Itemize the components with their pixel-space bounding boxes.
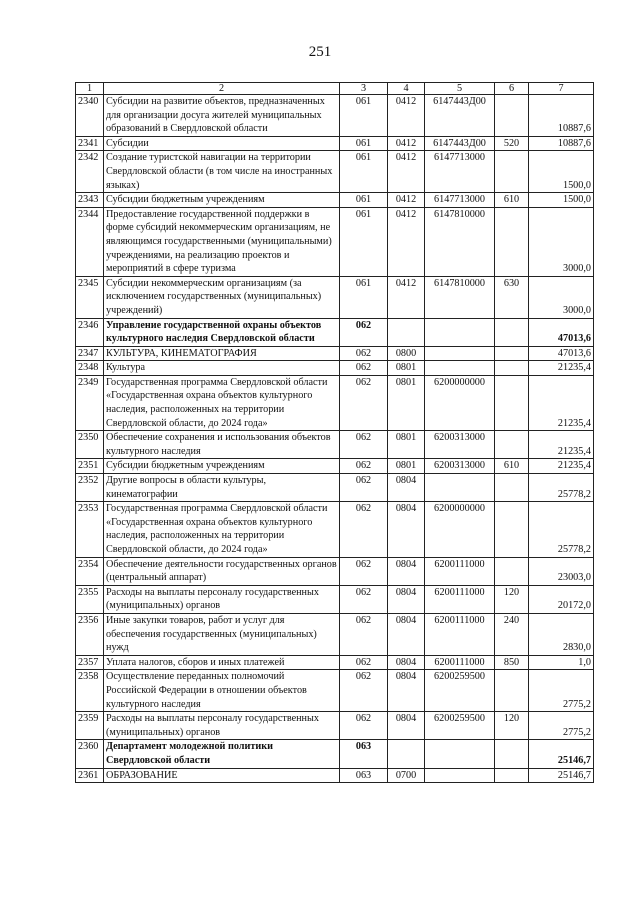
amount: 25778,2 [529, 502, 594, 557]
item-name: Субсидии некоммерческим организациям (за исключением государственных (муниципальных) учреждений) [104, 276, 340, 318]
amount: 21235,4 [529, 431, 594, 459]
row-number: 2343 [76, 193, 104, 208]
target-code: 6200313000 [425, 459, 495, 474]
expense-type-code: 120 [495, 585, 529, 613]
table-row [76, 276, 594, 318]
expense-type-code [495, 95, 529, 137]
target-code: 6200111000 [425, 585, 495, 613]
item-name: КУЛЬТУРА, КИНЕМАТОГРАФИЯ [104, 346, 340, 361]
expense-type-code [495, 768, 529, 783]
table-row [76, 151, 594, 193]
table-row [76, 207, 594, 276]
item-name: Государственная программа Свердловской области «Государственная охрана объектов культурного наследия, расположенных на территории Свердловской области, до 2024 года» [104, 502, 340, 557]
header-cell: 5 [425, 83, 495, 95]
table-row [76, 459, 594, 474]
ministry-code: 062 [340, 712, 388, 740]
amount: 25146,7 [529, 768, 594, 783]
ministry-code: 062 [340, 361, 388, 376]
amount: 1,0 [529, 655, 594, 670]
item-name: Департамент молодежной политики Свердловской области [104, 740, 340, 768]
amount: 3000,0 [529, 207, 594, 276]
page-number: 251 [308, 44, 332, 60]
section-code: 0804 [388, 670, 425, 712]
amount: 1500,0 [529, 151, 594, 193]
item-name: Расходы на выплаты персоналу государственных (муниципальных) органов [104, 712, 340, 740]
target-code [425, 474, 495, 502]
ministry-code: 062 [340, 585, 388, 613]
target-code [425, 768, 495, 783]
table-row [76, 136, 594, 151]
header-cell: 4 [388, 83, 425, 95]
ministry-code: 062 [340, 431, 388, 459]
expense-type-code: 520 [495, 136, 529, 151]
ministry-code: 061 [340, 136, 388, 151]
section-code: 0412 [388, 207, 425, 276]
table-row [76, 655, 594, 670]
amount: 2775,2 [529, 712, 594, 740]
target-code: 6200000000 [425, 375, 495, 430]
row-number: 2342 [76, 151, 104, 193]
amount: 10887,6 [529, 136, 594, 151]
item-name: Субсидии бюджетным учреждениям [104, 193, 340, 208]
row-number: 2352 [76, 474, 104, 502]
target-code [425, 318, 495, 346]
amount: 1500,0 [529, 193, 594, 208]
row-number: 2353 [76, 502, 104, 557]
table-row [76, 712, 594, 740]
amount: 47013,6 [529, 318, 594, 346]
expense-type-code [495, 207, 529, 276]
target-code [425, 740, 495, 768]
header-cell: 7 [529, 83, 594, 95]
section-code: 0801 [388, 375, 425, 430]
header-cell: 3 [340, 83, 388, 95]
table-row [76, 346, 594, 361]
section-code: 0801 [388, 361, 425, 376]
header-row [76, 83, 594, 95]
amount: 21235,4 [529, 375, 594, 430]
table-row [76, 318, 594, 346]
target-code: 6147443Д00 [425, 136, 495, 151]
amount: 21235,4 [529, 459, 594, 474]
section-code: 0804 [388, 613, 425, 655]
expense-type-code: 610 [495, 459, 529, 474]
expense-type-code [495, 502, 529, 557]
expense-type-code [495, 151, 529, 193]
expense-type-code [495, 431, 529, 459]
row-number: 2351 [76, 459, 104, 474]
row-number: 2355 [76, 585, 104, 613]
expense-type-code [495, 740, 529, 768]
ministry-code: 061 [340, 95, 388, 137]
amount: 2830,0 [529, 613, 594, 655]
table-row [76, 375, 594, 430]
item-name: Иные закупки товаров, работ и услуг для обеспечения государственных (муниципальных) нужд [104, 613, 340, 655]
row-number: 2348 [76, 361, 104, 376]
ministry-code: 063 [340, 768, 388, 783]
budget-table [75, 82, 594, 783]
ministry-code: 062 [340, 655, 388, 670]
target-code: 6147713000 [425, 193, 495, 208]
target-code [425, 346, 495, 361]
expense-type-code: 850 [495, 655, 529, 670]
table-row [76, 768, 594, 783]
target-code: 6200259500 [425, 712, 495, 740]
item-name: Расходы на выплаты персоналу государственных (муниципальных) органов [104, 585, 340, 613]
section-code [388, 318, 425, 346]
ministry-code: 062 [340, 375, 388, 430]
target-code: 6200313000 [425, 431, 495, 459]
ministry-code: 062 [340, 459, 388, 474]
target-code: 6147443Д00 [425, 95, 495, 137]
section-code: 0412 [388, 136, 425, 151]
expense-type-code [495, 670, 529, 712]
row-number: 2350 [76, 431, 104, 459]
ministry-code: 061 [340, 151, 388, 193]
target-code: 6147810000 [425, 276, 495, 318]
item-name: Субсидии [104, 136, 340, 151]
item-name: Субсидии на развитие объектов, предназначенных для организации досуга жителей муниципальных образований в Свердловской области [104, 95, 340, 137]
amount: 10887,6 [529, 95, 594, 137]
section-code: 0412 [388, 151, 425, 193]
expense-type-code [495, 474, 529, 502]
expense-type-code: 610 [495, 193, 529, 208]
amount: 25146,7 [529, 740, 594, 768]
ministry-code: 062 [340, 557, 388, 585]
header-cell: 6 [495, 83, 529, 95]
header-cell: 2 [104, 83, 340, 95]
section-code: 0801 [388, 459, 425, 474]
table-row [76, 431, 594, 459]
ministry-code: 062 [340, 613, 388, 655]
section-code: 0800 [388, 346, 425, 361]
table-row [76, 740, 594, 768]
table-row [76, 670, 594, 712]
ministry-code: 062 [340, 502, 388, 557]
target-code: 6200111000 [425, 557, 495, 585]
ministry-code: 062 [340, 474, 388, 502]
expense-type-code: 240 [495, 613, 529, 655]
row-number: 2354 [76, 557, 104, 585]
amount: 25778,2 [529, 474, 594, 502]
section-code: 0804 [388, 557, 425, 585]
amount: 2775,2 [529, 670, 594, 712]
amount: 23003,0 [529, 557, 594, 585]
section-code: 0804 [388, 655, 425, 670]
row-number: 2361 [76, 768, 104, 783]
ministry-code: 062 [340, 670, 388, 712]
row-number: 2341 [76, 136, 104, 151]
section-code [388, 740, 425, 768]
item-name: Государственная программа Свердловской области «Государственная охрана объектов культурного наследия, расположенных на территории Свердловской области, до 2024 года» [104, 375, 340, 430]
table-row [76, 557, 594, 585]
item-name: Создание туристской навигации на территории Свердловской области (в том числе на иностранных языках) [104, 151, 340, 193]
amount: 3000,0 [529, 276, 594, 318]
item-name: Культура [104, 361, 340, 376]
row-number: 2340 [76, 95, 104, 137]
amount: 47013,6 [529, 346, 594, 361]
ministry-code: 062 [340, 318, 388, 346]
row-number: 2349 [76, 375, 104, 430]
table-row [76, 361, 594, 376]
row-number: 2344 [76, 207, 104, 276]
ministry-code: 061 [340, 207, 388, 276]
section-code: 0700 [388, 768, 425, 783]
section-code: 0804 [388, 712, 425, 740]
target-code: 6200000000 [425, 502, 495, 557]
ministry-code: 063 [340, 740, 388, 768]
target-code: 6147810000 [425, 207, 495, 276]
amount: 21235,4 [529, 361, 594, 376]
table-row [76, 193, 594, 208]
amount: 20172,0 [529, 585, 594, 613]
ministry-code: 061 [340, 276, 388, 318]
table-row [76, 95, 594, 137]
target-code: 6200111000 [425, 655, 495, 670]
item-name: Обеспечение деятельности государственных органов (центральный аппарат) [104, 557, 340, 585]
item-name: ОБРАЗОВАНИЕ [104, 768, 340, 783]
item-name: Обеспечение сохранения и использования объектов культурного наследия [104, 431, 340, 459]
item-name: Уплата налогов, сборов и иных платежей [104, 655, 340, 670]
row-number: 2356 [76, 613, 104, 655]
section-code: 0804 [388, 474, 425, 502]
expense-type-code [495, 346, 529, 361]
row-number: 2359 [76, 712, 104, 740]
expense-type-code [495, 318, 529, 346]
item-name: Предоставление государственной поддержки в форме субсидий некоммерческим организациям, не являющимся государственными (муниципальными) учреждениями, на реализацию проектов и мероприятий в сфере туризма [104, 207, 340, 276]
table-row [76, 613, 594, 655]
table-row [76, 502, 594, 557]
row-number: 2358 [76, 670, 104, 712]
table-row [76, 474, 594, 502]
item-name: Управление государственной охраны объектов культурного наследия Свердловской области [104, 318, 340, 346]
item-name: Другие вопросы в области культуры, кинематографии [104, 474, 340, 502]
section-code: 0804 [388, 502, 425, 557]
ministry-code: 062 [340, 346, 388, 361]
target-code: 6147713000 [425, 151, 495, 193]
section-code: 0412 [388, 193, 425, 208]
expense-type-code [495, 557, 529, 585]
row-number: 2360 [76, 740, 104, 768]
row-number: 2345 [76, 276, 104, 318]
target-code: 6200259500 [425, 670, 495, 712]
section-code: 0412 [388, 276, 425, 318]
table-row [76, 585, 594, 613]
row-number: 2357 [76, 655, 104, 670]
ministry-code: 061 [340, 193, 388, 208]
section-code: 0804 [388, 585, 425, 613]
item-name: Субсидии бюджетным учреждениям [104, 459, 340, 474]
target-code [425, 361, 495, 376]
expense-type-code [495, 361, 529, 376]
header-cell: 1 [76, 83, 104, 95]
section-code: 0801 [388, 431, 425, 459]
row-number: 2346 [76, 318, 104, 346]
target-code: 6200111000 [425, 613, 495, 655]
item-name: Осуществление переданных полномочий Российской Федерации в отношении объектов культурного наследия [104, 670, 340, 712]
section-code: 0412 [388, 95, 425, 137]
expense-type-code: 120 [495, 712, 529, 740]
expense-type-code: 630 [495, 276, 529, 318]
row-number: 2347 [76, 346, 104, 361]
expense-type-code [495, 375, 529, 430]
